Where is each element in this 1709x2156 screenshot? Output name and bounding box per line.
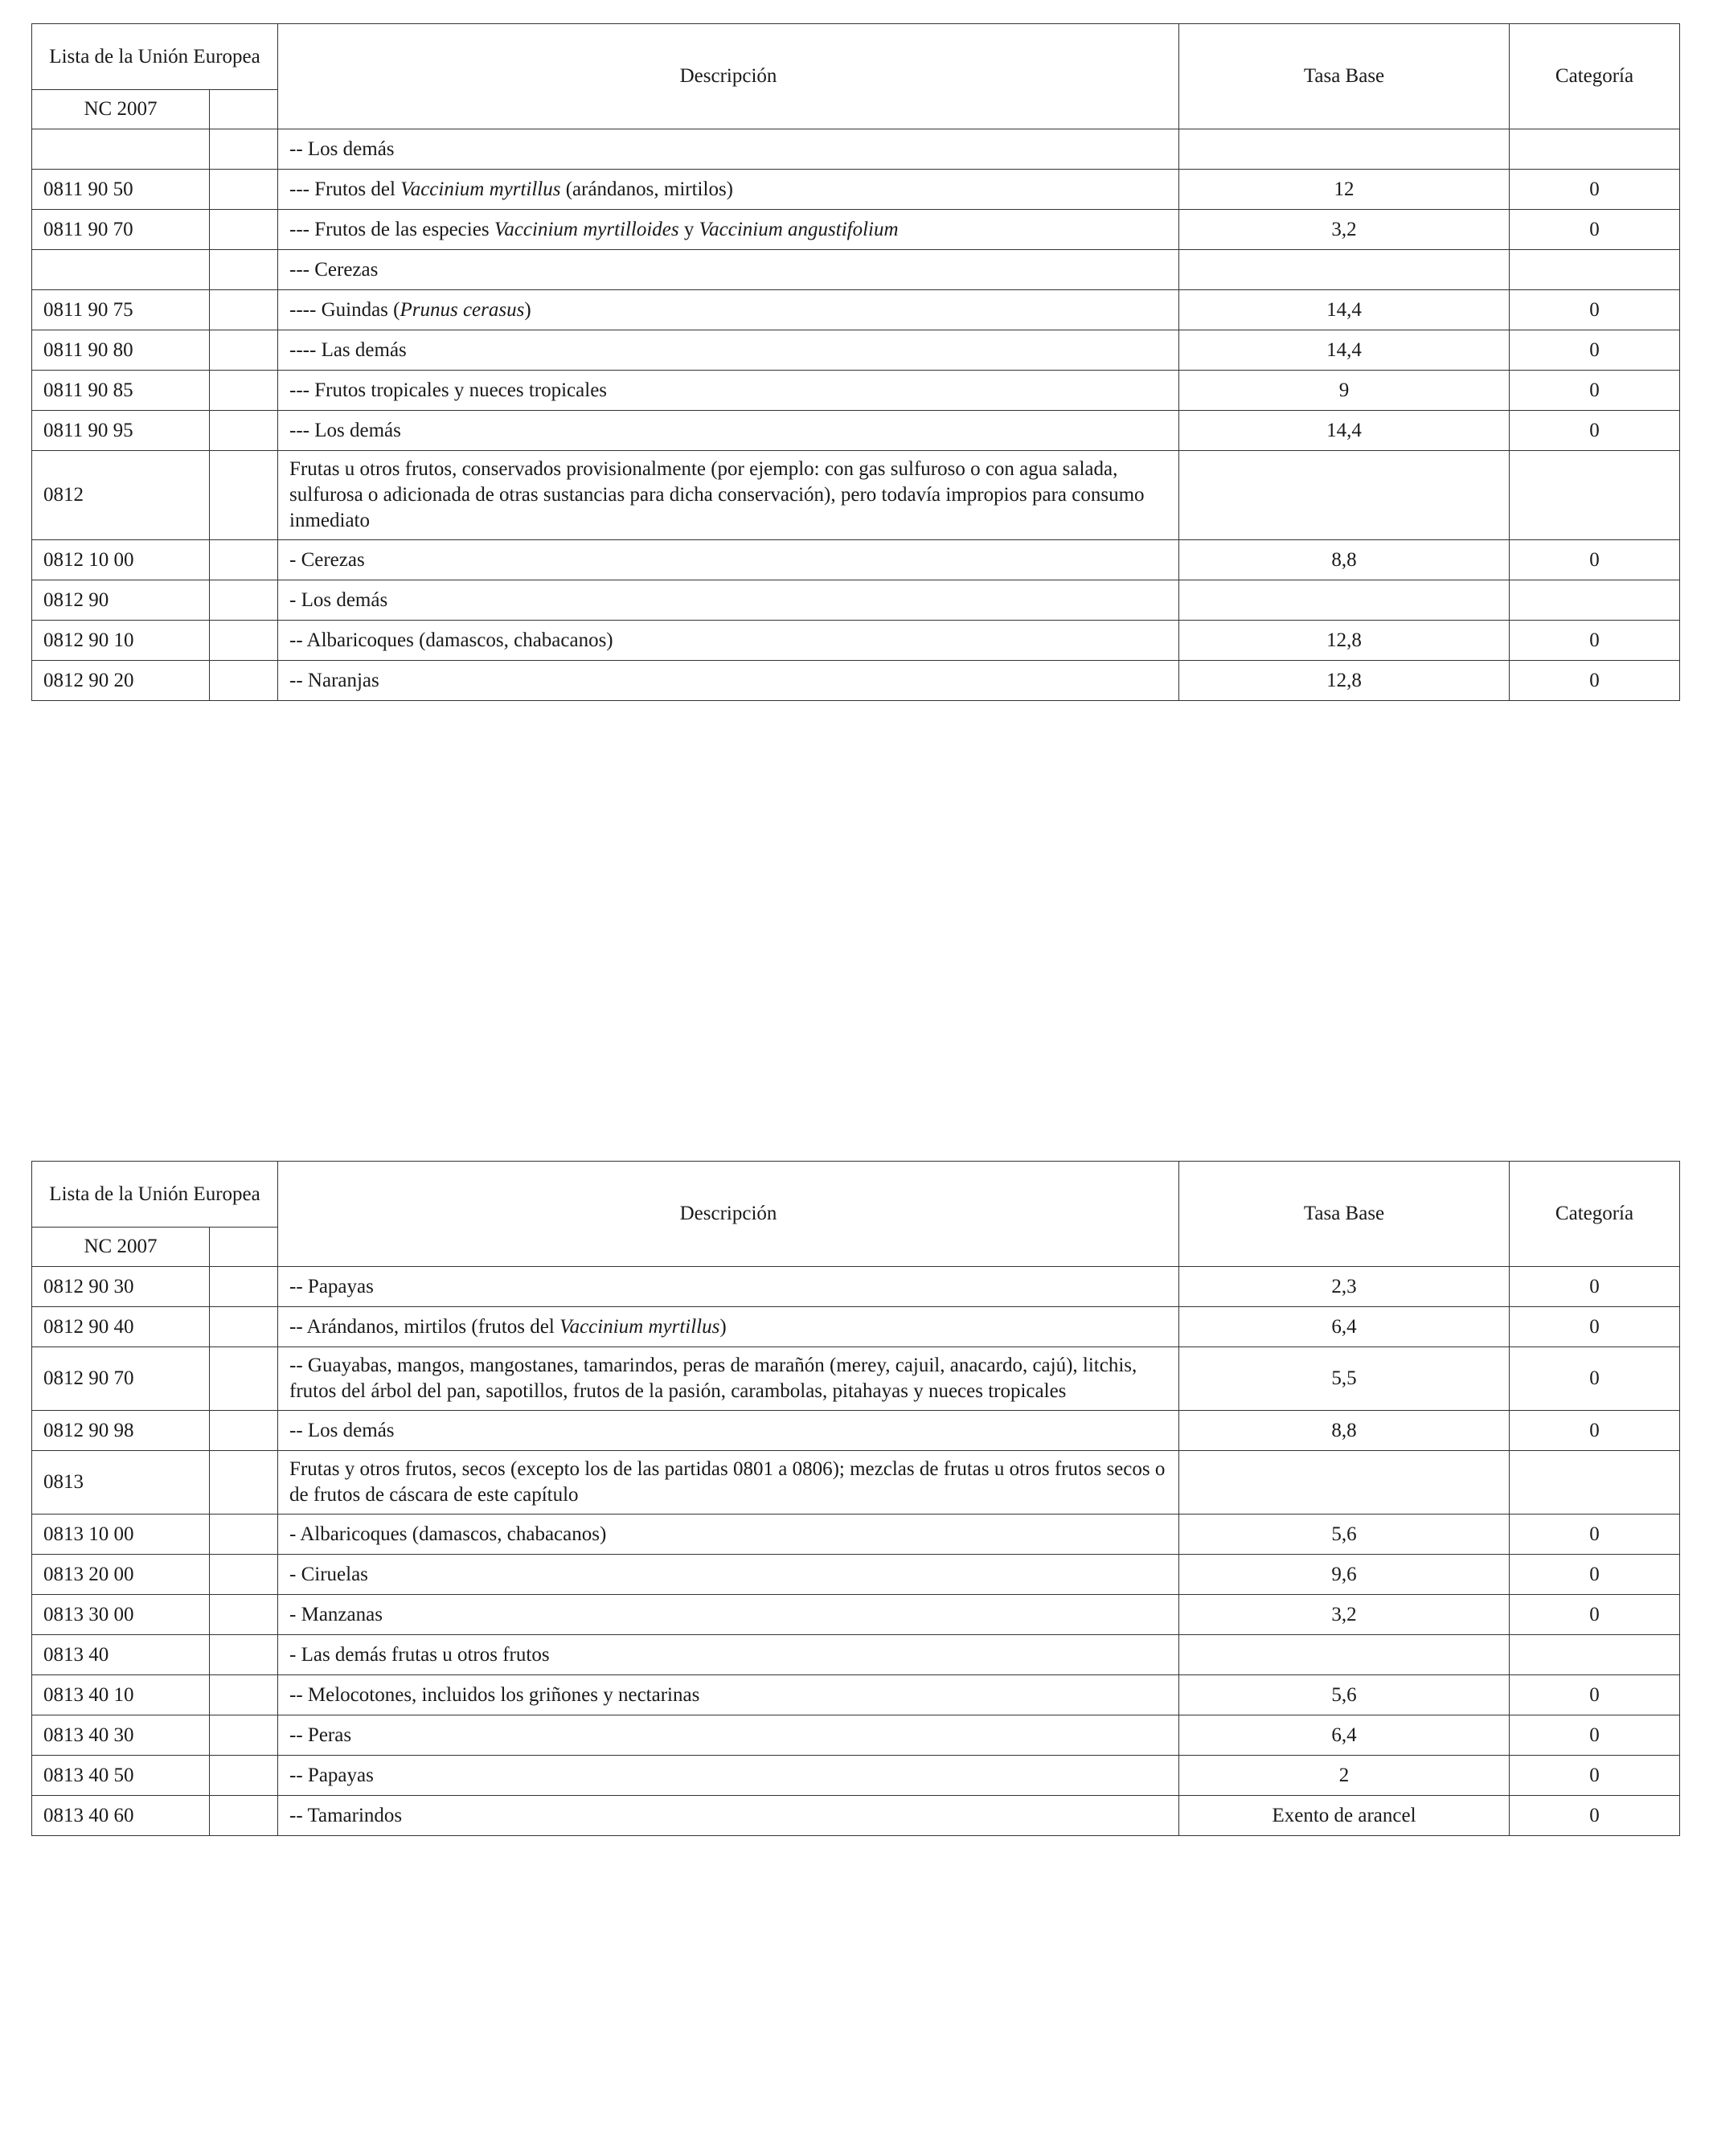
table-header [32,1162,1680,1267]
base-rate-cell: 3,2 [1179,1595,1510,1635]
category-cell: 0 [1510,170,1680,210]
table-body [32,129,1680,701]
base-rate-cell: 9 [1179,371,1510,411]
category-cell: 0 [1510,1595,1680,1635]
base-rate-cell [1179,129,1510,170]
base-rate-cell [1179,451,1510,540]
base-rate-cell: 5,5 [1179,1347,1510,1411]
blank-cell [210,1307,278,1347]
blank-cell [210,1451,278,1515]
description-cell [278,1635,1179,1675]
header-base-rate: Tasa Base [1179,1162,1510,1267]
table-row [32,661,1680,701]
nc-code-cell: 0811 90 75 [32,290,210,330]
scientific-name: Vaccinium myrtillus [400,178,561,200]
category-cell: 0 [1510,1675,1680,1715]
nc-code-cell: 0812 [32,451,210,540]
table-row [32,1555,1680,1595]
base-rate-cell [1179,580,1510,621]
description-cell [278,1675,1179,1715]
base-rate-cell: 8,8 [1179,540,1510,580]
base-rate-cell [1179,1451,1510,1515]
category-cell [1510,451,1680,540]
category-cell: 0 [1510,1411,1680,1451]
blank-cell [210,330,278,371]
blank-cell [210,1635,278,1675]
blank-cell [210,661,278,701]
header-nc-2007: NC 2007 [32,90,210,129]
blank-cell [210,411,278,451]
description-cell [278,129,1179,170]
table-row [32,1635,1680,1675]
scientific-name: Prunus cerasus [400,298,525,321]
category-cell: 0 [1510,290,1680,330]
description-text: Frutas u otros frutos, conservados provisionalmente (por ejemplo: con gas sulfuroso o con agua salada, sulfurosa o adicionada de otras sustancias para dicha conservación), pero todavía impropios para consumo inmediato [289,458,1145,531]
blank-cell [210,1555,278,1595]
base-rate-cell: 9,6 [1179,1555,1510,1595]
table-row [32,250,1680,290]
blank-cell [210,1715,278,1756]
description-text: - Albaricoques (damascos, chabacanos) [289,1523,607,1545]
category-cell: 0 [1510,1347,1680,1411]
header-nc-2007: NC 2007 [32,1228,210,1267]
description-cell [278,1347,1179,1411]
blank-cell [210,621,278,661]
description-cell [278,290,1179,330]
description-text: --- Cerezas [289,258,379,281]
category-cell: 0 [1510,1307,1680,1347]
category-cell [1510,1635,1680,1675]
table-row [32,1451,1680,1515]
description-text: (arándanos, mirtilos) [560,178,733,200]
blank-cell [210,250,278,290]
description-text: Frutas y otros frutos, secos (excepto los de las partidas 0801 a 0806); mezclas de frutas u otros frutos secos o de frutos de cáscara de este capítulo [289,1458,1166,1506]
base-rate-cell: 14,4 [1179,290,1510,330]
blank-cell [210,1756,278,1796]
description-text: -- Naranjas [289,669,379,691]
nc-code-cell: 0812 90 98 [32,1411,210,1451]
blank-cell [210,540,278,580]
description-text: - Cerezas [289,548,365,571]
table-row [32,580,1680,621]
tariff-table-1 [31,23,1680,701]
description-cell [278,371,1179,411]
description-text: --- Frutos del [289,178,401,200]
table-row [32,1307,1680,1347]
scientific-name: Vaccinium myrtillus [559,1315,720,1338]
nc-code-cell: 0811 90 50 [32,170,210,210]
description-text: --- Frutos tropicales y nueces tropicales [289,379,608,401]
table-row [32,210,1680,250]
base-rate-cell: 14,4 [1179,330,1510,371]
header-eu-list: Lista de la Unión Europea [32,1162,278,1228]
category-cell: 0 [1510,621,1680,661]
nc-code-cell: 0813 20 00 [32,1555,210,1595]
description-text: --- Los demás [289,419,401,441]
table-row [32,1267,1680,1307]
tariff-table-2 [31,1161,1680,1836]
description-text: ---- Las demás [289,338,407,361]
base-rate-cell [1179,1635,1510,1675]
base-rate-cell: 8,8 [1179,1411,1510,1451]
category-cell: 0 [1510,210,1680,250]
category-cell: 0 [1510,540,1680,580]
table-row [32,1515,1680,1555]
nc-code-cell: 0812 90 [32,580,210,621]
header-description: Descripción [278,24,1179,129]
header-eu-list: Lista de la Unión Europea [32,24,278,90]
blank-cell [210,210,278,250]
description-text: -- Peras [289,1724,352,1746]
description-text: -- Los demás [289,137,395,160]
category-cell: 0 [1510,371,1680,411]
base-rate-cell: 12,8 [1179,621,1510,661]
nc-code-cell: 0812 90 10 [32,621,210,661]
category-cell: 0 [1510,330,1680,371]
blank-cell [210,129,278,170]
category-cell [1510,1451,1680,1515]
blank-cell [210,1411,278,1451]
description-cell [278,1267,1179,1307]
table-row [32,540,1680,580]
base-rate-cell: 2,3 [1179,1267,1510,1307]
table-row [32,290,1680,330]
base-rate-cell: 5,6 [1179,1675,1510,1715]
category-cell [1510,580,1680,621]
description-text: -- Papayas [289,1275,374,1297]
description-cell [278,1595,1179,1635]
category-cell: 0 [1510,1267,1680,1307]
nc-code-cell: 0813 40 10 [32,1675,210,1715]
description-text: - Las demás frutas u otros frutos [289,1643,550,1666]
nc-code-cell: 0812 90 30 [32,1267,210,1307]
table-row [32,1796,1680,1836]
table-row [32,129,1680,170]
description-cell [278,1451,1179,1515]
table-row [32,1756,1680,1796]
base-rate-cell: Exento de arancel [1179,1796,1510,1836]
nc-code-cell: 0812 90 70 [32,1347,210,1411]
description-cell [278,210,1179,250]
blank-cell [210,290,278,330]
description-text: -- Tamarindos [289,1804,403,1826]
description-cell [278,170,1179,210]
blank-cell [210,371,278,411]
header-description: Descripción [278,1162,1179,1267]
category-cell: 0 [1510,1756,1680,1796]
description-cell [278,1307,1179,1347]
base-rate-cell: 3,2 [1179,210,1510,250]
description-text: -- Guayabas, mangos, mangostanes, tamarindos, peras de marañón (merey, cajuil, anacardo, cajú), litchis, frutos del árbol del pan, sapotillos, frutos de la pasión, carambolas, pitahayas y nueces tropicales [289,1355,1137,1402]
table-row [32,170,1680,210]
description-cell [278,1515,1179,1555]
blank-cell [210,580,278,621]
scientific-name: Vaccinium angustifolium [699,218,899,240]
description-cell [278,411,1179,451]
header-base-rate: Tasa Base [1179,24,1510,129]
description-text: -- Los demás [289,1419,395,1441]
category-cell: 0 [1510,1715,1680,1756]
header-category: Categoría [1510,1162,1680,1267]
base-rate-cell: 2 [1179,1756,1510,1796]
category-cell [1510,250,1680,290]
description-text: ---- Guindas ( [289,298,400,321]
nc-code-cell: 0811 90 95 [32,411,210,451]
nc-code-cell: 0811 90 70 [32,210,210,250]
header-category: Categoría [1510,24,1680,129]
nc-code-cell: 0813 40 [32,1635,210,1675]
description-cell [278,1555,1179,1595]
base-rate-cell: 14,4 [1179,411,1510,451]
blank-cell [210,1347,278,1411]
nc-code-cell: 0813 40 50 [32,1756,210,1796]
category-cell: 0 [1510,1515,1680,1555]
table-row [32,1411,1680,1451]
description-cell [278,451,1179,540]
header-blank [210,1228,278,1267]
description-cell [278,621,1179,661]
category-cell: 0 [1510,1796,1680,1836]
nc-code-cell [32,129,210,170]
nc-code-cell: 0812 90 20 [32,661,210,701]
blank-cell [210,1796,278,1836]
description-text: -- Arándanos, mirtilos (frutos del [289,1315,560,1338]
description-text: -- Melocotones, incluidos los griñones y nectarinas [289,1683,700,1706]
table-header [32,24,1680,129]
description-cell [278,540,1179,580]
base-rate-cell [1179,250,1510,290]
description-text: - Manzanas [289,1603,383,1625]
description-cell [278,1411,1179,1451]
description-text: ) [719,1315,727,1338]
nc-code-cell: 0813 10 00 [32,1515,210,1555]
blank-cell [210,451,278,540]
table-row [32,330,1680,371]
description-text: --- Frutos de las especies [289,218,494,240]
description-cell [278,580,1179,621]
nc-code-cell: 0812 90 40 [32,1307,210,1347]
description-cell [278,1756,1179,1796]
table-row [32,371,1680,411]
base-rate-cell: 12,8 [1179,661,1510,701]
table-row [32,411,1680,451]
description-cell [278,250,1179,290]
blank-cell [210,1267,278,1307]
description-text: -- Albaricoques (damascos, chabacanos) [289,629,613,651]
table-row [32,451,1680,540]
description-cell [278,330,1179,371]
nc-code-cell: 0813 [32,1451,210,1515]
base-rate-cell: 5,6 [1179,1515,1510,1555]
base-rate-cell: 6,4 [1179,1307,1510,1347]
nc-code-cell: 0813 40 30 [32,1715,210,1756]
description-text: - Ciruelas [289,1563,368,1585]
header-blank [210,90,278,129]
table-row [32,1675,1680,1715]
nc-code-cell: 0811 90 80 [32,330,210,371]
nc-code-cell: 0812 10 00 [32,540,210,580]
nc-code-cell: 0811 90 85 [32,371,210,411]
scientific-name: Vaccinium myrtilloides [494,218,679,240]
description-cell [278,661,1179,701]
blank-cell [210,170,278,210]
blank-cell [210,1515,278,1555]
table-row [32,621,1680,661]
nc-code-cell: 0813 30 00 [32,1595,210,1635]
nc-code-cell [32,250,210,290]
description-cell [278,1796,1179,1836]
table-row [32,1595,1680,1635]
description-text: ) [524,298,531,321]
category-cell: 0 [1510,411,1680,451]
description-text: y [678,218,699,240]
table-row [32,1347,1680,1411]
table-row [32,1715,1680,1756]
blank-cell [210,1595,278,1635]
description-cell [278,1715,1179,1756]
base-rate-cell: 6,4 [1179,1715,1510,1756]
description-text: -- Papayas [289,1764,374,1786]
blank-cell [210,1675,278,1715]
nc-code-cell: 0813 40 60 [32,1796,210,1836]
category-cell: 0 [1510,661,1680,701]
category-cell [1510,129,1680,170]
description-text: - Los demás [289,588,388,611]
category-cell: 0 [1510,1555,1680,1595]
table-body [32,1267,1680,1836]
base-rate-cell: 12 [1179,170,1510,210]
